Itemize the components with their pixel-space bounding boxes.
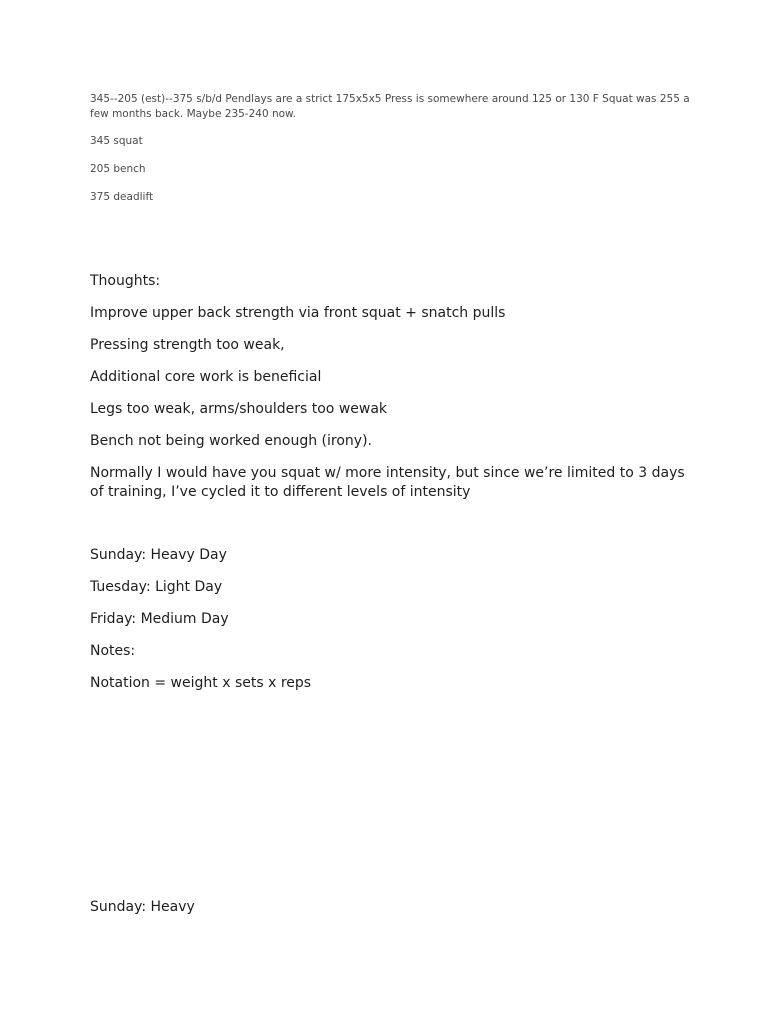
schedule-friday: Friday: Medium Day — [90, 611, 229, 627]
notation-line: Notation = weight x sets x reps — [90, 675, 312, 691]
squat-stat: 345 squat — [90, 135, 143, 147]
deadlift-stat: 375 deadlift — [90, 191, 154, 203]
stats-note-paragraph: 345--205 (est)--375 s/b/d Pendlays are a strict 175x5x5 Press is somewhere around 125 or 130 F Squat was 255 a few months back. Maybe 235-240 now. — [90, 93, 690, 120]
thoughts-heading: Thoughts: — [90, 273, 161, 289]
thought-item: Normally I would have you squat w/ more intensity, but since we’re limited to 3 days of training, I’ve cycled it to different levels of intensity — [90, 465, 685, 500]
thought-item: Improve upper back strength via front squat + snatch pulls — [90, 305, 506, 321]
schedule-tuesday: Tuesday: Light Day — [90, 579, 223, 595]
thought-item: Pressing strength too weak, — [90, 337, 285, 353]
thought-item: Legs too weak, arms/shoulders too wewak — [90, 401, 388, 417]
notes-heading: Notes: — [90, 643, 136, 659]
bench-stat: 205 bench — [90, 163, 146, 175]
thought-item: Additional core work is beneficial — [90, 369, 322, 385]
schedule-sunday: Sunday: Heavy Day — [90, 547, 227, 563]
sunday-heavy-heading: Sunday: Heavy — [90, 899, 195, 915]
thought-item: Bench not being worked enough (irony). — [90, 433, 372, 449]
